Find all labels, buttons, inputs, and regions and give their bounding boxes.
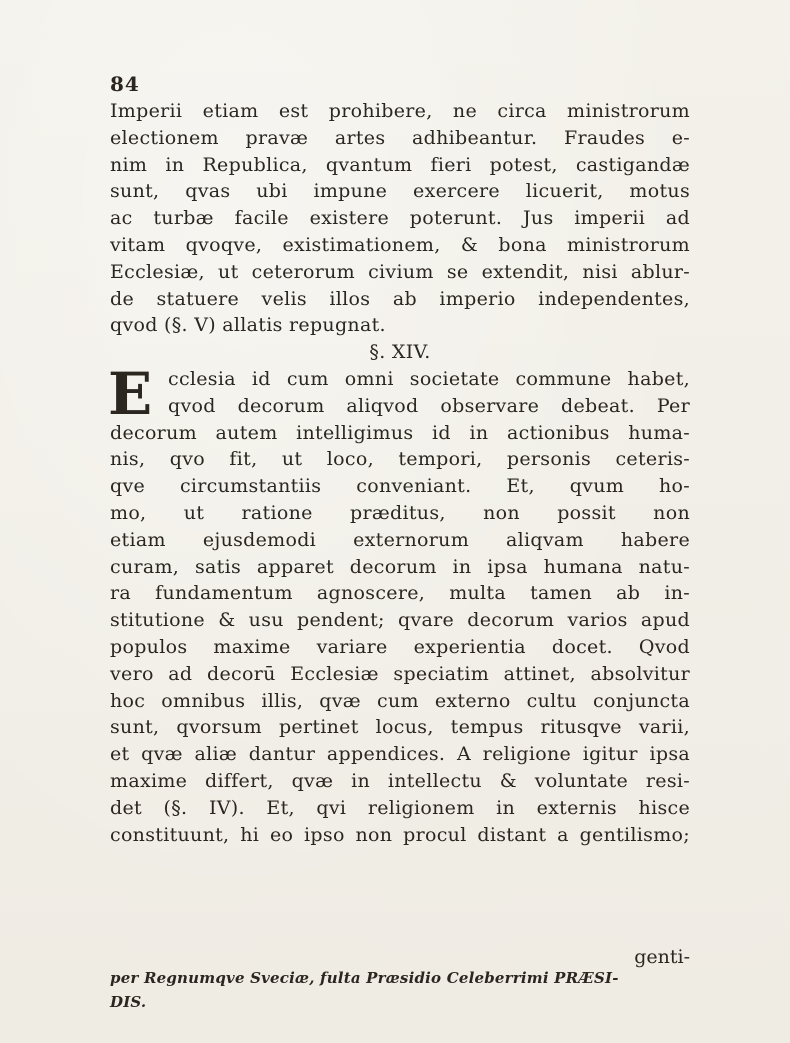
text-line: qve circumstantiis conveniant. Et, qvum ho- xyxy=(110,475,690,498)
text-line: vitam qvoqve, existimationem, & bona ministrorum xyxy=(110,233,690,256)
text-line: ac turbæ facile existere poterunt. Jus imperii ad xyxy=(110,207,690,230)
text-line: et qvæ aliæ dantur appendices. A religione igitur ipsa xyxy=(110,743,690,766)
footnote-line: DIS. xyxy=(110,993,147,1011)
text-line: curam, satis apparet decorum in ipsa humana natu- xyxy=(110,555,690,578)
text-line: nim in Republica, qvantum fieri potest, castigandæ xyxy=(110,153,690,176)
page-number: 84 xyxy=(110,72,140,96)
text-line: de statuere velis illos ab imperio independentes, xyxy=(110,287,690,310)
paragraph-two-opening xyxy=(108,359,690,428)
footnote-line: per Regnumqve Sveciæ, fulta Præsidio Celeberrimi PRÆSI- xyxy=(110,969,619,987)
text-line: hoc omnibus illis, qvæ cum externo cultu conjuncta xyxy=(110,689,690,712)
text-line: electionem pravæ artes adhibeantur. Fraudes e- xyxy=(110,126,690,149)
text-line: etiam ejusdemodi externorum aliqvam habere xyxy=(110,528,690,551)
text-line: decorum autem intelligimus id in actionibus huma- xyxy=(110,421,690,444)
text-line: vero ad decorū Ecclesiæ speciatim attinet, absolvitur xyxy=(110,662,690,685)
footnote xyxy=(110,966,710,1014)
text-line: nis, qvo fit, ut loco, tempori, personis ceteris- xyxy=(110,448,690,471)
paragraph-two xyxy=(110,420,690,849)
text-line: cclesia id cum omni societate commune habet, xyxy=(168,367,690,390)
text-line: maxime differt, qvæ in intellectu & voluntate resi- xyxy=(110,769,690,792)
section-heading: §. XIV. xyxy=(369,341,431,364)
text-line: stitutione & usu pendent; qvare decorum varios apud xyxy=(110,609,690,632)
text-line: Imperii etiam est prohibere, ne circa ministrorum xyxy=(110,100,690,122)
paragraph-one xyxy=(110,98,690,339)
text-line: sunt, qvas ubi impune exercere licuerit, motus xyxy=(110,180,690,203)
body-text xyxy=(110,98,690,848)
text-line: qvod (§. V) allatis repugnat. xyxy=(110,314,386,337)
text-line: det (§. IV). Et, qvi religionem in externis hisce xyxy=(110,796,690,819)
drop-cap-initial: E xyxy=(108,359,153,428)
text-line: constituunt, hi eo ipso non procul distant a gentilismo; xyxy=(110,823,690,846)
text-line: sunt, qvorsum pertinet locus, tempus ritusqve varii, xyxy=(110,716,690,739)
catchword: genti- xyxy=(634,946,690,968)
text-line: ra fundamentum agnoscere, multa tamen ab in- xyxy=(110,582,690,605)
text-line: mo, ut ratione præditus, non possit non xyxy=(110,501,690,524)
text-line: Ecclesiæ, ut ceterorum civium se extendit, nisi ablur- xyxy=(110,260,690,283)
text-line: populos maxime variare experientia docet. Qvod xyxy=(110,635,690,658)
text-line: qvod decorum aliqvod observare debeat. Per xyxy=(168,394,690,417)
